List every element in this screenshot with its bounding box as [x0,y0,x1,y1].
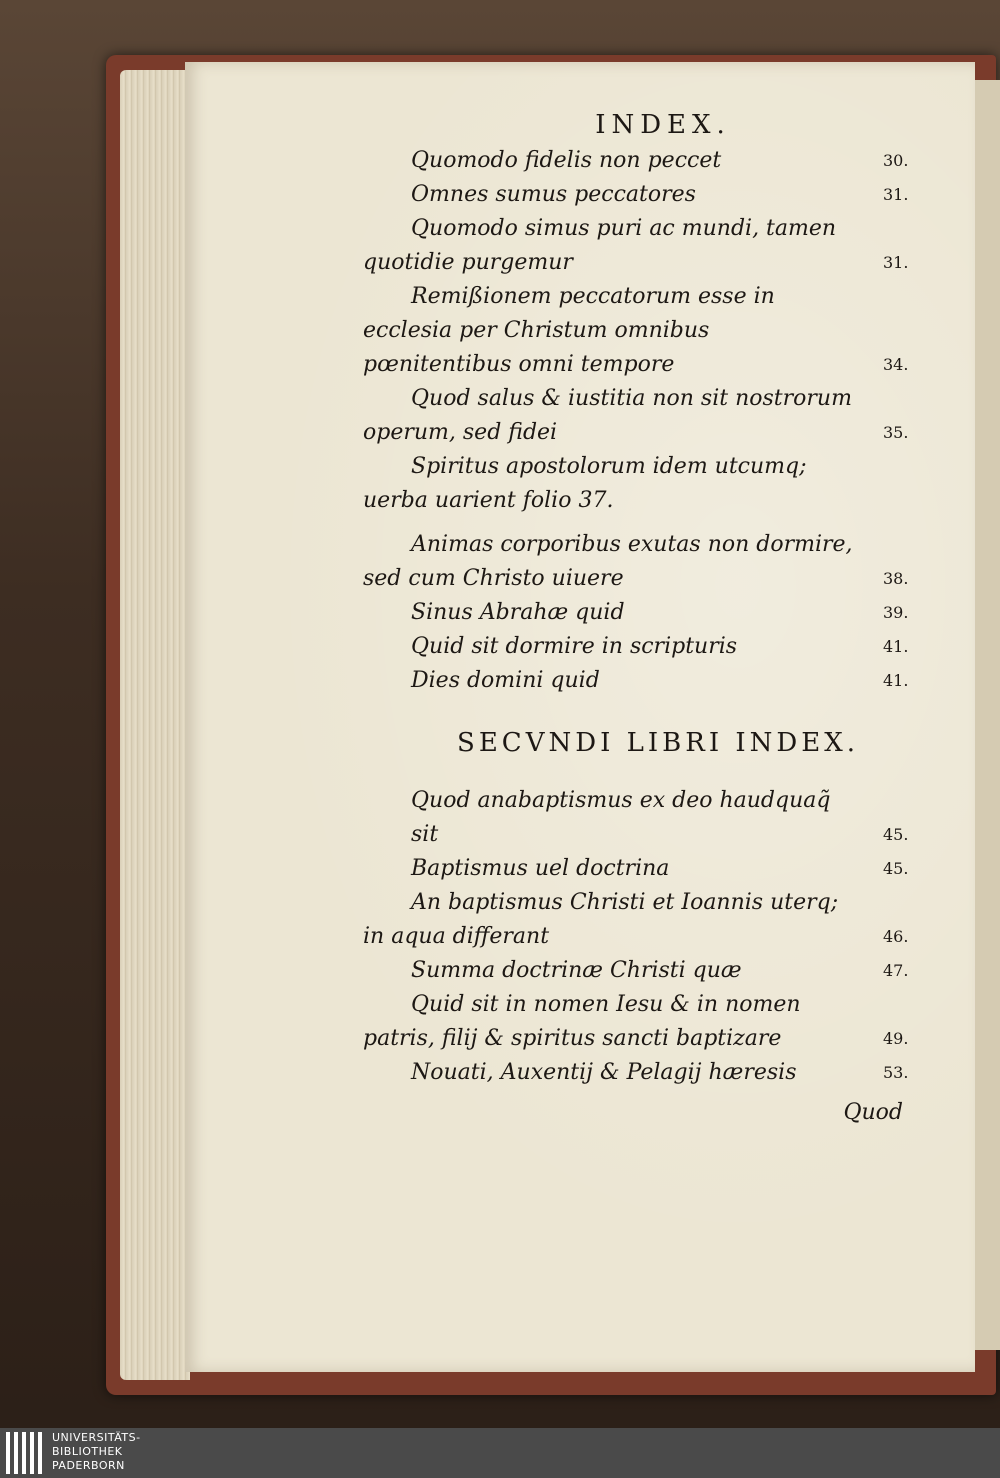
entry-text: Quid sit dormire in scripturis [411,634,738,659]
index-entry [363,784,923,852]
index-entry [363,886,923,954]
entry-page-number: 46. [883,927,909,946]
entry-text: Summa doctrinæ Christi quæ [411,958,742,983]
index-entry [363,528,923,596]
entry-page-number: 49. [883,1029,909,1048]
index-part-1 [363,144,923,698]
entry-text: Dies domini quid [411,668,600,693]
index-entry [363,144,923,178]
entry-page-number: 31. [883,253,909,272]
index-entry [363,450,923,518]
library-logo-text [52,1431,141,1473]
entry-page-number: 47. [883,961,909,980]
entry-text: Spiritus apostolorum idem utcumq; uerba uarient folio 37. [363,454,807,513]
entry-page-number: 53. [883,1063,909,1082]
entry-page-number: 34. [883,355,909,374]
index-text [363,110,923,1125]
entry-page-number: 41. [883,637,909,656]
index-entry [363,954,923,988]
entry-page-number: 45. [883,825,909,844]
index-entry [363,1056,923,1090]
section-heading: SECVNDI LIBRI INDEX. [457,728,859,758]
entry-text: An baptismus Christi et Ioannis uterq; in aqua differant [363,890,839,949]
entry-text: Remißionem peccatorum esse in ecclesia per Christum omnibus pœnitentibus omni tempore [363,284,775,377]
entry-page-number: 30. [883,151,909,170]
logo-line-1: UNIVERSITÄTS- [52,1431,141,1444]
index-entry [363,178,923,212]
index-entry [363,212,923,280]
entry-text: Quod anabaptismus ex deo haudquaq̃ sit [411,788,831,847]
entry-page-number: 38. [883,569,909,588]
library-logo-bar [0,1428,1000,1478]
entry-text: Nouati, Auxentij & Pelagij hæresis [411,1060,797,1085]
index-entry [363,988,923,1056]
entry-text: Quid sit in nomen Iesu & in nomen patris, filij & spiritus sancti baptizare [363,992,801,1051]
page-edges [120,70,190,1380]
index-entry [363,382,923,450]
entry-text: Quod salus & iustitia non sit nostrorum operum, sed fidei [363,386,852,445]
index-entry [363,596,923,630]
entry-text: Quomodo fidelis non peccet [411,148,722,173]
index-entry [363,280,923,382]
entry-page-number: 31. [883,185,909,204]
index-entry [363,852,923,886]
entry-text: Omnes sumus peccatores [411,182,696,207]
catchword: Quod [843,1100,903,1125]
logo-line-3: PADERBORN [52,1459,125,1472]
entry-text: Sinus Abrahæ quid [411,600,625,625]
entry-page-number: 45. [883,859,909,878]
index-entry [363,630,923,664]
index-part-2 [363,784,923,1090]
logo-line-2: BIBLIOTHEK [52,1445,123,1458]
entry-page-number: 39. [883,603,909,622]
index-entry [363,664,923,698]
page-header: INDEX. [595,110,731,140]
entry-text: Baptismus uel doctrina [411,856,670,881]
entry-page-number: 41. [883,671,909,690]
entry-text: Quomodo simus puri ac mundi, tamen quotidie purgemur [363,216,837,275]
entry-page-number: 35. [883,423,909,442]
entry-text: Animas corporibus exutas non dormire, sed cum Christo uiuere [363,532,853,591]
library-logo-icon [6,1432,46,1474]
